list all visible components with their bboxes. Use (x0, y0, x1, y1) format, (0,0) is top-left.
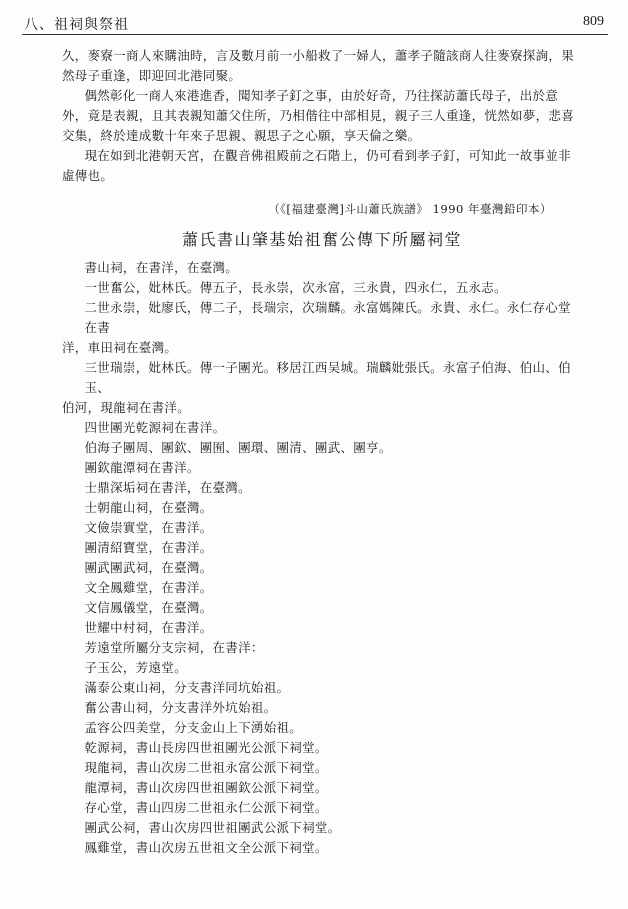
entry-line: 奮公書山祠，分支書洋外坑始祖。 (84, 700, 277, 715)
list-item (62, 418, 582, 438)
entry-line: 文全鳳雞堂，在書洋。 (84, 580, 213, 595)
entry-line: 滿泰公東山祠，分支書洋同坑始祖。 (84, 680, 290, 695)
entry-line: 洋，車田祠在臺灣。 (62, 340, 178, 355)
paragraph: 偶然彰化一商人來港進香，聞知孝子釘之事，由於好奇，乃往探訪蕭氏母子，出於意外，竟是表親，且其表親知蕭父住所，乃相偕往中部相見，親子三人重逢，恍然如夢，悲喜交集，終於達成數十年來子思親、親思子之心願，享天倫之樂。 (62, 88, 575, 143)
list-item (62, 538, 582, 558)
entry-line: 書山祠，在書洋，在臺灣。 (84, 260, 239, 275)
source-citation: （《[福建臺灣]斗山蕭氏族譜》 1990 年臺灣鉛印本） (268, 202, 552, 216)
entry-line: 存心堂，書山四房二世祖永仁公派下祠堂。 (84, 800, 328, 815)
list-item (62, 658, 582, 678)
list-item (62, 698, 582, 718)
entry-line: 團欽龍潭祠在書洋。 (84, 460, 200, 475)
paragraph: 久，麥寮一商人來購油時，言及數月前一小船救了一婦人，蕭孝子隨該商人往麥寮探詢，果然母子重逢，即迎回北港同聚。 (62, 48, 575, 83)
page-number: 809 (583, 14, 604, 29)
entry-line: 三世瑞崇，妣林氏。傳一子團光。移居江西吴城。瑞麟妣張氏。永富子伯海、伯山、伯玉、 (84, 360, 571, 395)
list-item (62, 618, 582, 638)
list-item (62, 478, 582, 498)
list-item (62, 518, 582, 538)
list-item (62, 258, 582, 278)
list-item (62, 718, 582, 738)
entry-line: 四世團光乾源祠在書洋。 (84, 420, 226, 435)
entry-line: 士朝龍山祠，在臺灣。 (84, 500, 213, 515)
list-item (62, 278, 582, 298)
entry-line: 世耀中村祠，在書洋。 (84, 620, 213, 635)
entry-line: 乾源祠，書山長房四世祖團光公派下祠堂。 (84, 740, 328, 755)
page-content (62, 46, 582, 858)
entry-line: 二世永崇，妣廖氏，傳二子，長瑞宗，次瑞麟。永富媽陳氏。永貴、永仁。永仁存心堂在書 (84, 300, 571, 335)
entry-line: 現龍祠，書山次房二世祖永富公派下祠堂。 (84, 760, 328, 775)
entry-line: 團武公祠，書山次房四世祖團武公派下祠堂。 (84, 820, 341, 835)
list-item (62, 558, 582, 578)
entry-line: 鳳雞堂，書山次房五世祖文全公派下祠堂。 (84, 840, 328, 855)
list-item (62, 638, 582, 658)
entry-line: 士鼎深垢祠在書洋，在臺灣。 (84, 480, 251, 495)
list-item (62, 738, 582, 758)
list-item (62, 298, 582, 358)
list-item (62, 798, 582, 818)
document-title: 蕭氏書山肇基始祖奮公傳下所屬祠堂 (181, 230, 462, 249)
list-item (62, 438, 582, 458)
page-header (22, 8, 608, 35)
paragraph: 現在如到北港朝天宮，在觀音佛祖殿前之石階上，仍可看到孝子釘，可知此一故事並非虛傳也。 (62, 148, 571, 183)
entry-line: 芳遠堂所屬分支宗祠，在書洋： (84, 640, 264, 655)
entry-line: 文儉崇實堂，在書洋。 (84, 520, 213, 535)
entry-line: 子玉公，芳遠堂。 (84, 660, 187, 675)
entry-line: 伯海子團周、團欽、團囿、團環、團清、團武、團亨。 (84, 440, 392, 455)
shrine-list (62, 258, 582, 858)
list-item (62, 758, 582, 778)
chapter-title: 八、祖祠與祭祖 (24, 17, 129, 33)
list-item (62, 358, 582, 418)
list-item (62, 598, 582, 618)
list-item (62, 458, 582, 478)
list-item (62, 678, 582, 698)
entry-line: 文信鳳儀堂，在臺灣。 (84, 600, 213, 615)
list-item (62, 818, 582, 838)
list-item (62, 578, 582, 598)
list-item (62, 498, 582, 518)
list-item (62, 838, 582, 858)
entry-line: 團清紹寶堂，在書洋。 (84, 540, 213, 555)
entry-line: 孟容公四美堂，分支金山上下湧始祖。 (84, 720, 303, 735)
entry-line: 一世奮公，妣林氏。傳五子，長永崇，次永富，三永貴，四永仁，五永志。 (84, 280, 507, 295)
entry-line: 龍潭祠，書山次房四世祖團欽公派下祠堂。 (84, 780, 328, 795)
entry-line: 團武團武祠，在臺灣。 (84, 560, 213, 575)
entry-line: 伯河，現龍祠在書洋。 (62, 400, 191, 415)
list-item (62, 778, 582, 798)
